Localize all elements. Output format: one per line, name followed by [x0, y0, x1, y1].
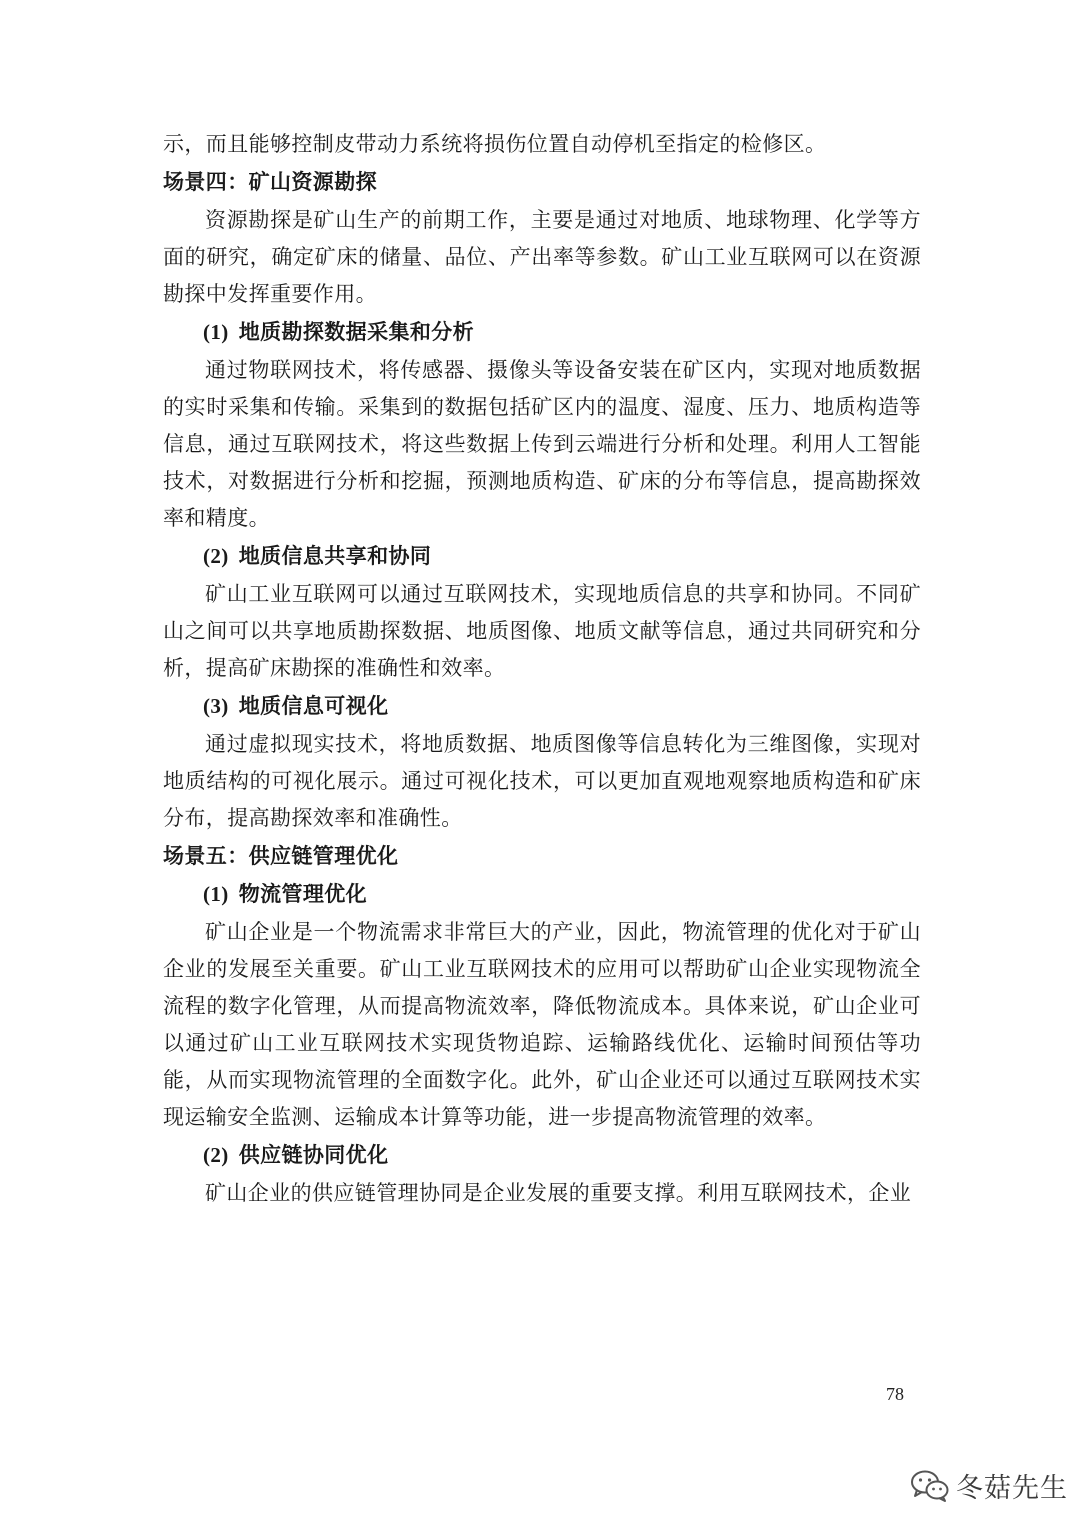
- subheading-logistics: [163, 876, 921, 913]
- paragraph-continuation: 示，而且能够控制皮带动力系统将损伤位置自动停机至指定的检修区。: [163, 132, 827, 156]
- paragraph: 矿山企业的供应链管理协同是企业发展的重要支撑。利用互联网技术，企业: [205, 1181, 912, 1205]
- subheading-number: (2): [203, 544, 229, 568]
- paragraph: 资源勘探是矿山生产的前期工作，主要是通过对地质、地球物理、化学等方面的研究，确定矿床的储量、品位、产出率等参数。矿山工业互联网可以在资源勘探中发挥重要作用。: [163, 208, 921, 306]
- subheading-text: 地质勘探数据采集和分析: [238, 320, 475, 344]
- page-number: 78: [886, 1384, 904, 1404]
- subheading-text: 地质信息共享和协同: [238, 544, 432, 568]
- section-heading-scene-4: 场景四：矿山资源勘探: [163, 170, 377, 194]
- subheading-number: (2): [203, 1143, 229, 1167]
- watermark: [910, 1466, 1068, 1505]
- watermark-text: 冬菇先生: [956, 1473, 1068, 1504]
- subheading-geological-data: [163, 314, 921, 351]
- section-heading-scene-5: 场景五：供应链管理优化: [163, 844, 399, 868]
- paragraph: 通过物联网技术，将传感器、摄像头等设备安装在矿区内，实现对地质数据的实时采集和传输。采集到的数据包括矿区内的温度、湿度、压力、地质构造等信息，通过互联网技术，将这些数据上传到云端进行分析和处理。利用人工智能技术，对数据进行分析和挖掘，预测地质构造、矿床的分布等信息，提高勘探效率和精度。: [163, 358, 921, 530]
- subheading-number: (1): [203, 320, 229, 344]
- subheading-text: 供应链协同优化: [238, 1143, 389, 1167]
- subheading-info-sharing: [163, 538, 921, 575]
- subheading-number: (1): [203, 882, 229, 906]
- subheading-text: 物流管理优化: [238, 882, 368, 906]
- paragraph: 通过虚拟现实技术，将地质数据、地质图像等信息转化为三维图像，实现对地质结构的可视化展示。通过可视化技术，可以更加直观地观察地质构造和矿床分布，提高勘探效率和准确性。: [163, 732, 921, 830]
- paragraph: 矿山工业互联网可以通过互联网技术，实现地质信息的共享和协同。不同矿山之间可以共享地质勘探数据、地质图像、地质文献等信息，通过共同研究和分析，提高矿床勘探的准确性和效率。: [163, 582, 921, 680]
- subheading-number: (3): [203, 694, 229, 718]
- document-body: [163, 126, 921, 1212]
- subheading-supply-chain: [163, 1137, 921, 1174]
- subheading-visualization: [163, 688, 921, 725]
- paragraph: 矿山企业是一个物流需求非常巨大的产业，因此，物流管理的优化对于矿山企业的发展至关重要。矿山工业互联网技术的应用可以帮助矿山企业实现物流全流程的数字化管理，从而提高物流效率，降低物流成本。具体来说，矿山企业可以通过矿山工业互联网技术实现货物追踪、运输路线优化、运输时间预估等功能，从而实现物流管理的全面数字化。此外，矿山企业还可以通过互联网技术实现运输安全监测、运输成本计算等功能，进一步提高物流管理的效率。: [163, 920, 921, 1129]
- wechat-icon: [910, 1469, 950, 1503]
- subheading-text: 地质信息可视化: [238, 694, 389, 718]
